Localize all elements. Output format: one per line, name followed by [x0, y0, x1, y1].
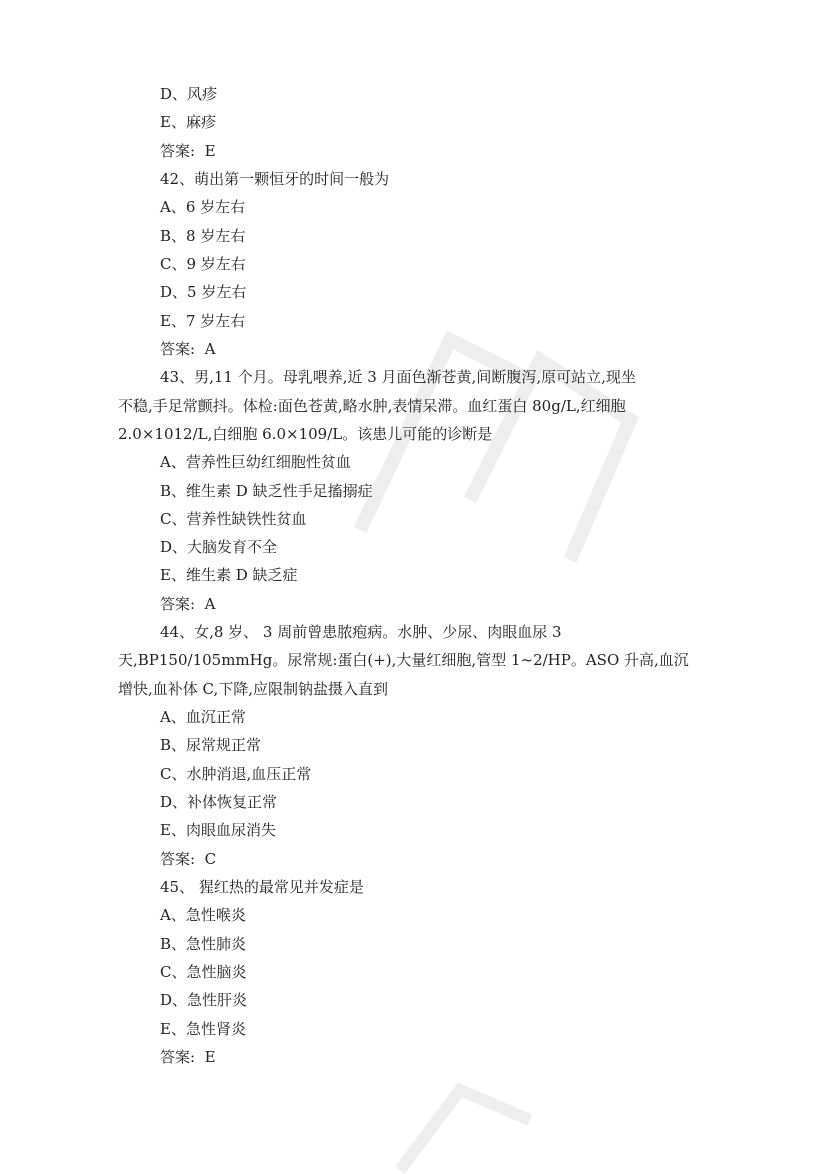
question-43: 43、男,11 个月。母乳喂养,近 3 月面色渐苍黄,间断腹泻,原可站立,现坐 [160, 368, 636, 386]
option-c: C、急性脑炎 [160, 963, 247, 981]
option-e: E、7 岁左右 [160, 312, 246, 330]
option-a: A、6 岁左右 [160, 198, 246, 216]
option-b: B、尿常规正常 [160, 736, 262, 754]
answer: 答案: E [160, 1048, 216, 1066]
question-42: 42、萌出第一颗恒牙的时间一般为 [160, 170, 390, 188]
option-e: E、维生素 D 缺乏症 [160, 566, 298, 584]
question-43-cont: 不稳,手足常颤抖。体检:面色苍黄,略水肿,表情呆滞。血红蛋白 80g/L,红细胞 [118, 397, 626, 415]
option-d: D、大脑发育不全 [160, 538, 278, 556]
answer: 答案: A [160, 595, 216, 613]
option-b: B、急性肺炎 [160, 935, 247, 953]
answer: 答案: E [160, 142, 216, 160]
answer: 答案: C [160, 850, 217, 868]
option-d: D、5 岁左右 [160, 283, 247, 301]
option-b: B、8 岁左右 [160, 227, 246, 245]
question-43-cont: 2.0×1012/L,白细胞 6.0×109/L。该患儿可能的诊断是 [118, 425, 493, 443]
option-b: B、维生素 D 缺乏性手足搐搦症 [160, 482, 373, 500]
option-a: A、血沉正常 [160, 708, 246, 726]
answer: 答案: A [160, 340, 216, 358]
option-a: A、急性喉炎 [160, 906, 246, 924]
option-c: C、水肿消退,血压正常 [160, 765, 312, 783]
question-44-cont: 天,BP150/105mmHg。尿常规:蛋白(+),大量红细胞,管型 1~2/HP。ASO 升高,血沉 [118, 651, 689, 669]
question-44: 44、女,8 岁、 3 周前曾患脓疱病。水肿、少尿、肉眼血尿 3 [160, 623, 562, 641]
watermark-graphic [330, 300, 660, 600]
option-e: E、肉眼血尿消失 [160, 821, 276, 839]
option-d: D、补体恢复正常 [160, 793, 278, 811]
option-c: C、营养性缺铁性贫血 [160, 510, 307, 528]
option-c: C、9 岁左右 [160, 255, 246, 273]
option-d: D、风疹 [160, 85, 218, 103]
option-d: D、急性肝炎 [160, 991, 248, 1009]
question-45: 45、 猩红热的最常见并发症是 [160, 878, 364, 896]
question-44-cont: 增快,血补体 C,下降,应限制钠盐摄入直到 [118, 680, 389, 698]
watermark-graphic-bottom [380, 1080, 580, 1174]
option-e: E、急性肾炎 [160, 1020, 246, 1038]
option-e: E、麻疹 [160, 113, 216, 131]
option-a: A、营养性巨幼红细胞性贫血 [160, 453, 351, 471]
